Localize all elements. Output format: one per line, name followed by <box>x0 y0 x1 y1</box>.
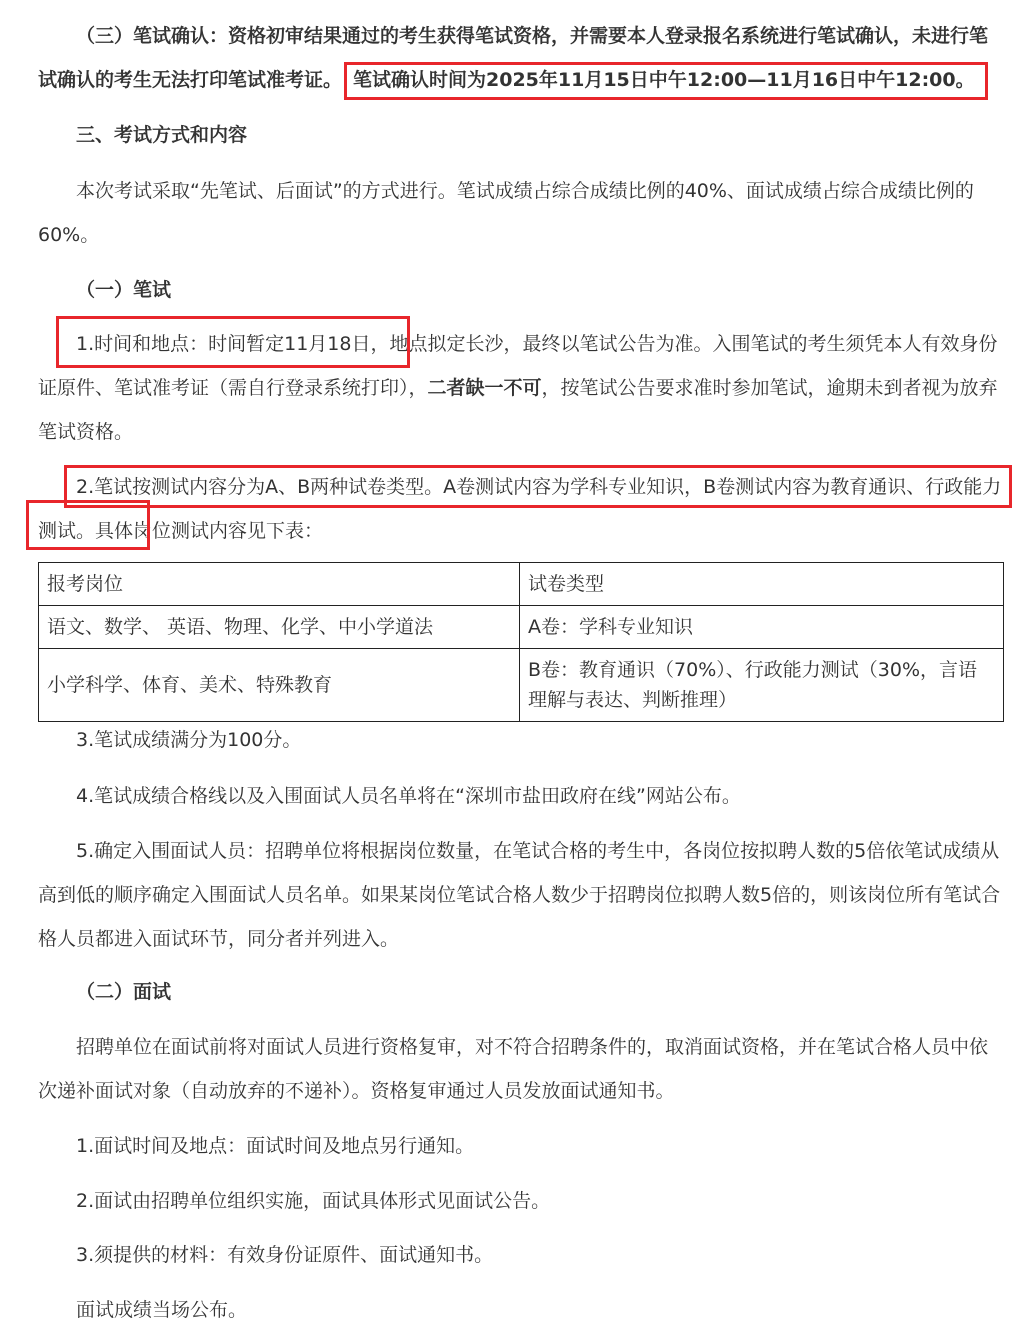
interview-item-1: 1.面试时间及地点：面试时间及地点另行通知。 <box>76 1135 475 1157</box>
table-cell: 语文、数学、 英语、物理、化学、中小学道法 <box>39 606 520 649</box>
written-confirm-text: （三）笔试确认：资格初审结果通过的考生获得笔试资格，并需要本人登录报名系统进行笔试确认，未进行笔试确认的考生无法打印笔试准考证。 <box>38 25 989 91</box>
written-item-1-bold: 二者缺一不可 <box>427 377 542 399</box>
table-header-cell: 试卷类型 <box>520 563 1004 606</box>
interview-item-3: 3.须提供的材料：有效身份证原件、面试通知书。 <box>76 1244 494 1266</box>
written-item-2: 2.笔试按测试内容分为A、B两种试卷类型。A卷测试内容为学科专业知识，B卷测试内容为教育通识、行政能力测试。具体岗位测试内容见下表： <box>38 476 1002 542</box>
section-three-heading: 三、考试方式和内容 <box>76 124 248 146</box>
written-item-3: 3.笔试成绩满分为100分。 <box>76 729 302 751</box>
written-item-5: 5.确定入围面试人员：招聘单位将根据岗位数量，在笔试合格的考生中，各岗位按拟聘人数的5倍依笔试成绩从高到低的顺序确定入围面试人员名单。如果某岗位笔试合格人数少于招聘岗位拟聘人数5倍的，则该岗位所有笔试合格人员都进入面试环节，同分者并列进入。 <box>38 840 1001 950</box>
written-item-1 <box>38 322 1004 454</box>
interview-heading: （二）面试 <box>76 981 172 1003</box>
interview-item-2: 2.面试由招聘单位组织实施，面试具体形式见面试公告。 <box>76 1190 551 1212</box>
interview-result: 面试成绩当场公布。 <box>76 1299 248 1321</box>
written-item-1-start: 1.时间和地点：时间暂定11月18日，地点拟定长沙，最终以笔试公告为准。入围笔试的考生须凭本人有效身份证原件、笔试准考证（需自行登录系统打印）， <box>38 333 998 399</box>
exam-type-table <box>38 562 1004 722</box>
table-row <box>39 649 1004 722</box>
confirm-time-highlight: 笔试确认时间为2025年11月15日中午12:00—11月16日中午12:00。 <box>344 62 988 100</box>
written-confirm-paragraph <box>38 14 1004 102</box>
table-cell: B卷：教育通识（70%）、行政能力测试（30%，言语理解与表达、判断推理） <box>520 649 1004 722</box>
table-row <box>39 606 1004 649</box>
written-item-4: 4.笔试成绩合格线以及入围面试人员名单将在“深圳市盐田政府在线”网站公布。 <box>76 785 741 807</box>
written-item-1-end: ，按笔试公告要求准时参加笔试，逾期未到者视为放弃笔试资格。 <box>38 377 998 443</box>
exam-method-paragraph: 本次考试采取“先笔试、后面试”的方式进行。笔试成绩占综合成绩比例的40%、面试成绩占综合成绩比例的60%。 <box>38 180 974 246</box>
table-header-row <box>39 563 1004 606</box>
table-header-cell: 报考岗位 <box>39 563 520 606</box>
table-cell: A卷：学科专业知识 <box>520 606 1004 649</box>
interview-intro: 招聘单位在面试前将对面试人员进行资格复审，对不符合招聘条件的，取消面试资格，并在笔试合格人员中依次递补面试对象（自动放弃的不递补）。资格复审通过人员发放面试通知书。 <box>38 1036 989 1102</box>
written-heading: （一）笔试 <box>76 279 172 301</box>
table-cell: 小学科学、体育、美术、特殊教育 <box>39 649 520 722</box>
